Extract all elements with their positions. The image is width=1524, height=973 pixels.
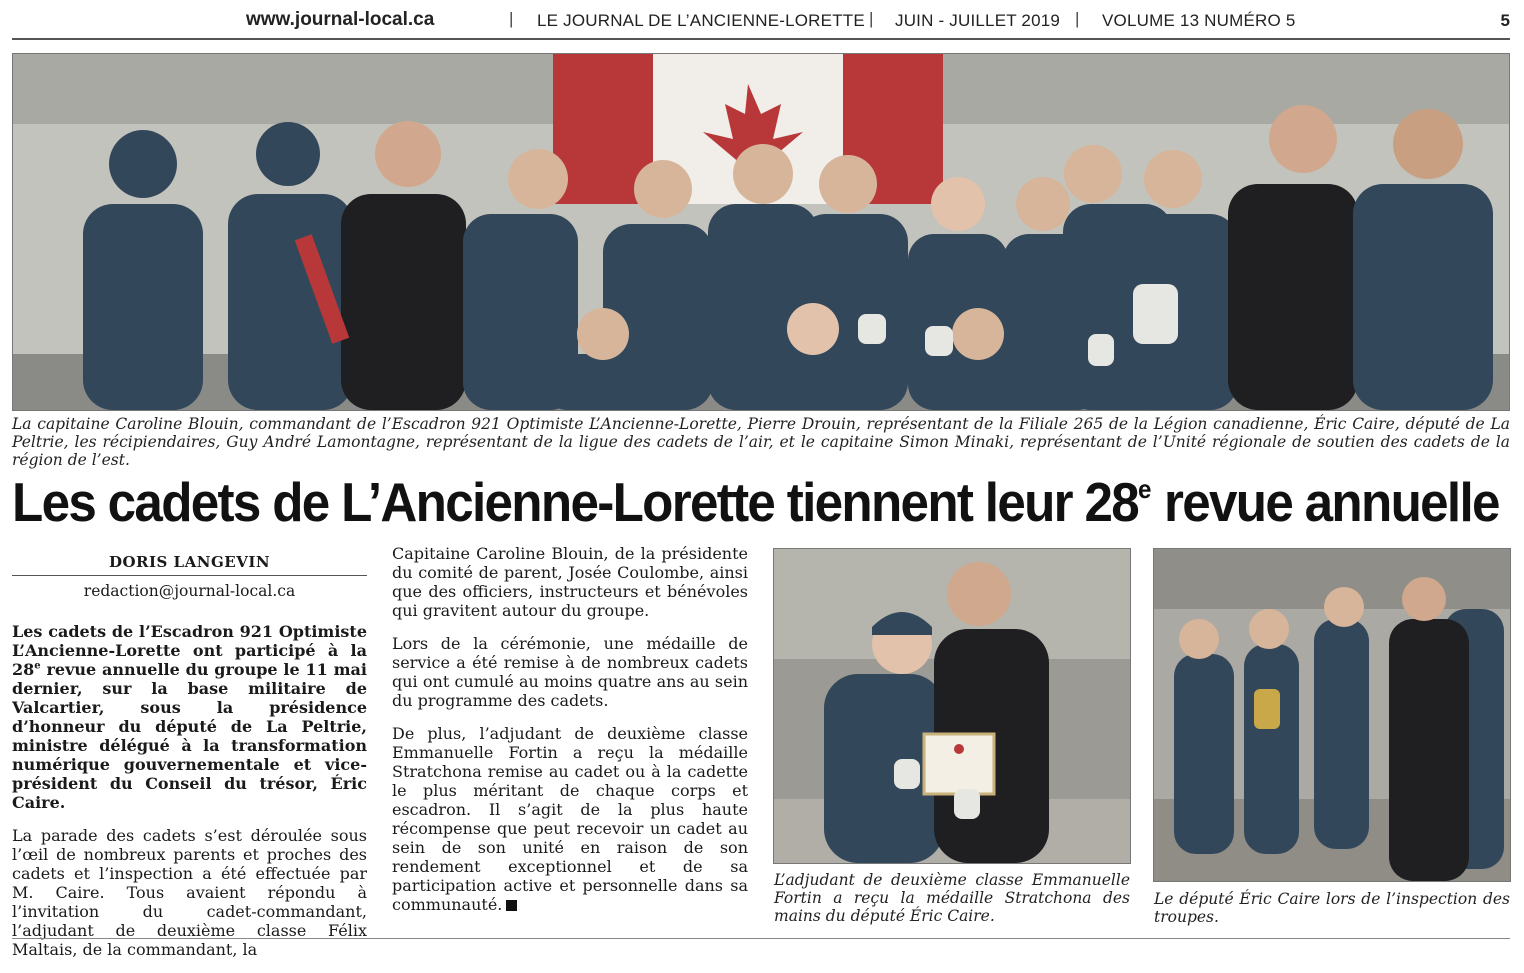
article-paragraph: Capitaine Caroline Blouin, de la présidente du comité de parent, Josée Coulombe, ainsi que des officiers, instructeurs et bénévoles qui gravitent autour du groupe. [392,544,748,620]
headline-text-end: revue annuelle [1151,471,1499,533]
publication-name: LE JOURNAL DE L’ANCIENNE-LORETTE [537,11,865,30]
article-paragraph-text: De plus, l’adjudant de deuxième classe Emmanuelle Fortin a reçu la médaille Stratchona remise au cadet ou à la cadette le plus méritant de chaque corps et escadron. Il s’agit de la plus haute récompense que peut recevoir un cadet au sein de son unité en raison de son rendement exceptionnel et de sa participation active et personnelle dans sa communauté. [392,724,748,914]
group-photo-illustration [13,54,1509,410]
header-separator: | [869,9,874,28]
lead-text-end: revue annuelle du groupe le 11 mai dernier, sur la base militaire de Valcartier, sous la présidence d’honneur du député de La Peltrie, ministre délégué à la transformation numérique gouvernementale et vice-président du Conseil du trésor, Éric Caire. [12,660,367,812]
end-of-article-icon [506,900,517,911]
inspection-photo-caption: Le député Éric Caire lors de l’inspection des troupes. [1154,890,1510,926]
site-url[interactable]: www.journal-local.ca [246,9,435,30]
lead-text: Les cadets de l’Escadron 921 Optimiste L’Ancienne-Lorette ont participé à la 28 [12,622,367,679]
article-lead [12,622,367,812]
inspection-photo-illustration [1154,549,1510,881]
volume-number: VOLUME 13 NUMÉRO 5 [1102,11,1296,30]
page-header [12,0,1510,40]
headline-text: Les cadets de L’Ancienne-Lorette tiennent leur 28 [12,471,1138,533]
article-column-1 [12,622,367,973]
main-photo-caption: La capitaine Caroline Blouin, commandant de l’Escadron 921 Optimiste L’Ancienne-Lorette, Pierre Drouin, représentant de la Filiale 265 de la Légion canadienne, Éric Caire, député de La Peltrie, les récipiendaires, Guy André Lamontagne, représentant de la ligue des cadets de l’air, et le capitaine Simon Minaki, représentant de l’Unité régionale de soutien des cadets de la région de l’est. [12,415,1510,469]
issue-date: JUIN - JUILLET 2019 [895,11,1061,30]
medal-photo-illustration [774,549,1130,863]
header-separator: | [509,9,514,28]
lead-superscript: e [34,660,41,672]
author-byline: DORIS LANGEVIN [12,553,367,576]
headline-superscript: e [1137,474,1152,504]
article-paragraph: La parade des cadets s’est déroulée sous l’œil de nombreux parents et proches des cadets et l’inspection a été effectuée par M. Caire. Tous avaient répondu à l’invitation du cadet-commandant, l’adjudant de deuxième classe Félix Maltais, de la commandant, la [12,826,367,959]
troop-inspection-photo [1153,548,1511,882]
article-headline [12,470,1499,534]
article-paragraph [392,724,748,914]
main-group-photo [12,53,1510,411]
medal-presentation-photo [773,548,1131,864]
medal-photo-caption: L’adjudant de deuxième classe Emmanuelle Fortin a reçu la médaille Stratchona des mains du député Éric Caire. [774,871,1130,925]
header-separator: | [1075,9,1080,28]
article-paragraph: Lors de la cérémonie, une médaille de service a été remise à de nombreux cadets qui ont cumulé au moins quatre ans au sein du programme des cadets. [392,634,748,710]
page-number: 5 [1500,11,1510,30]
author-email[interactable]: redaction@journal-local.ca [83,582,296,600]
article-column-2 [392,544,748,928]
bottom-rule [12,938,1510,939]
